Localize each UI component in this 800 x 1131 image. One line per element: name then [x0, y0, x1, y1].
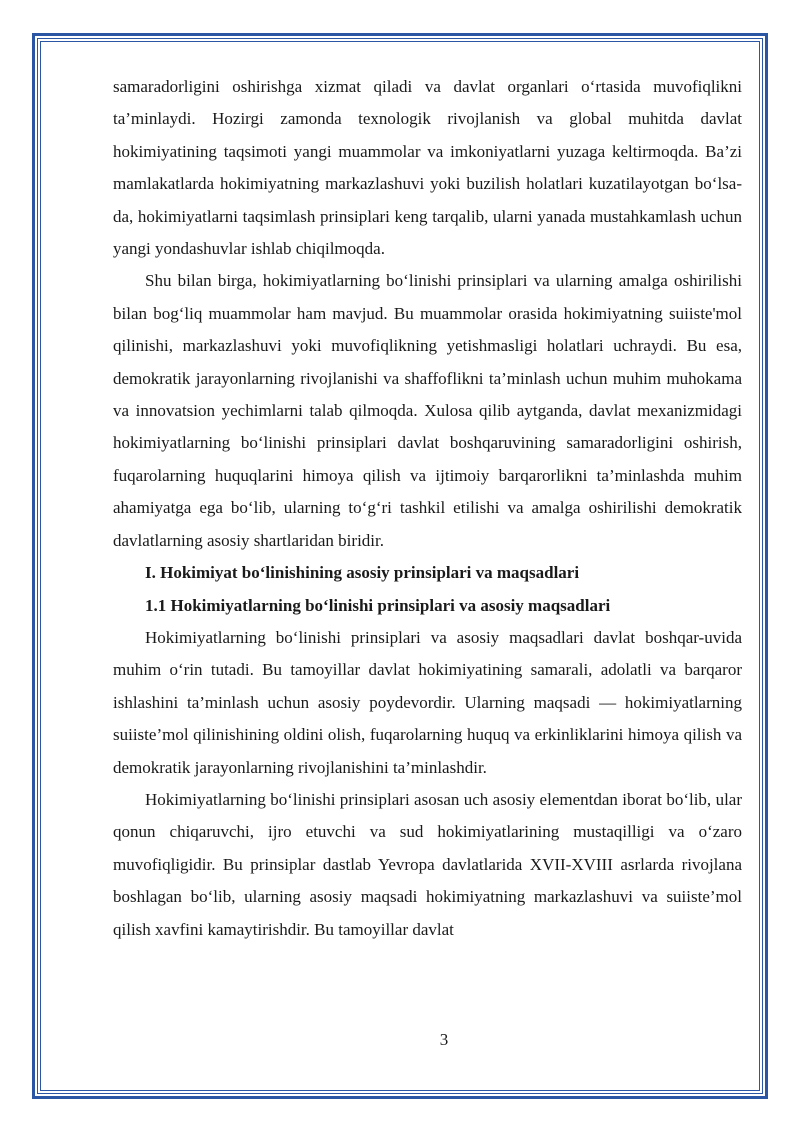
section-heading: I. Hokimiyat bo‘linishining asosiy prinsiplari va maqsadlari	[145, 563, 580, 583]
paragraph-3: Hokimiyatlarning bo‘linishi prinsiplari va asosiy maqsadlari davlat boshqar-uvida muhim o‘rin tutadi. Bu tamoyillar davlat hokimiyatining samarali, adolatli va barqaror ishlashini ta’minlash uchun asosiy poydevordir. Ularning maqsadi — hokimiyatlarning suiiste’mol qilinishining oldini olish, fuqarolarning huquq va erkinliklarini himoya qilish va demokratik jarayonlarning rivojlanishini ta’minlashdir.	[113, 627, 742, 777]
page-number: 3	[439, 1030, 449, 1049]
document-body	[113, 71, 742, 946]
paragraph-4: Hokimiyatlarning bo‘linishi prinsiplari asosan uch asosiy elementdan iborat bo‘lib, ular qonun chiqaruvchi, ijro etuvchi va sud hokimiyatlarining mustaqilligi va o‘zaro muvofiqligidir. Bu prinsiplar dastlab Yevropa davlatlarida XVII-XVIII asrlarda rivojlana boshlagan bo‘lib, ularning asosiy maqsadi hokimiyatning markazlashuvi va suiiste’mol qilish xavfini kamaytirishdir. Bu tamoyillar davlat	[113, 789, 742, 939]
subsection-heading: 1.1 Hokimiyatlarning bo‘linishi prinsiplari va asosiy maqsadlari	[145, 595, 611, 615]
paragraph-1: samaradorligini oshirishga xizmat qiladi va davlat organlari o‘rtasida muvofiqlikni ta’minlaydi. Hozirgi zamonda texnologik rivojlanish va global muhitda davlat hokimiyatining taqsimoti yangi muammolar va imkoniyatlarni yuzaga keltirmoqda. Ba’zi mamlakatlarda hokimiyatning markazlashuvi yoki buzilish holatlari kuzatilayotgan bo‘lsa-da, hokimiyatlarni taqsimlash prinsiplari keng tarqalib, ularni yanada mustahkamlash uchun yangi yondashuvlar ishlab chiqilmoqda.	[113, 77, 742, 259]
paragraph-2: Shu bilan birga, hokimiyatlarning bo‘linishi prinsiplari va ularning amalga oshirilishi bilan bog‘liq muammolar ham mavjud. Bu muammolar orasida hokimiyatning suiiste'mol qilinishi, markazlashuvi yoki muvofiqlikning yetishmasligi holatlari uchraydi. Bu esa, demokratik jarayonlarning rivojlanishi va shaffoflikni ta’minlash uchun muhim muhokama va innovatsion yechimlarni talab qilmoqda. Xulosa qilib aytganda, davlat mexanizmidagi hokimiyatlarning bo‘linishi prinsiplari davlat boshqaruvining samaradorligini oshirish, fuqarolarning huquqlarini himoya qilish va ijtimoiy barqarorlikni ta’minlashda muhim ahamiyatga ega bo‘lib, ularning to‘g‘ri tashkil etilishi va amalga oshirilishi demokratik davlatlarning asosiy shartlaridan biridir.	[113, 271, 742, 550]
